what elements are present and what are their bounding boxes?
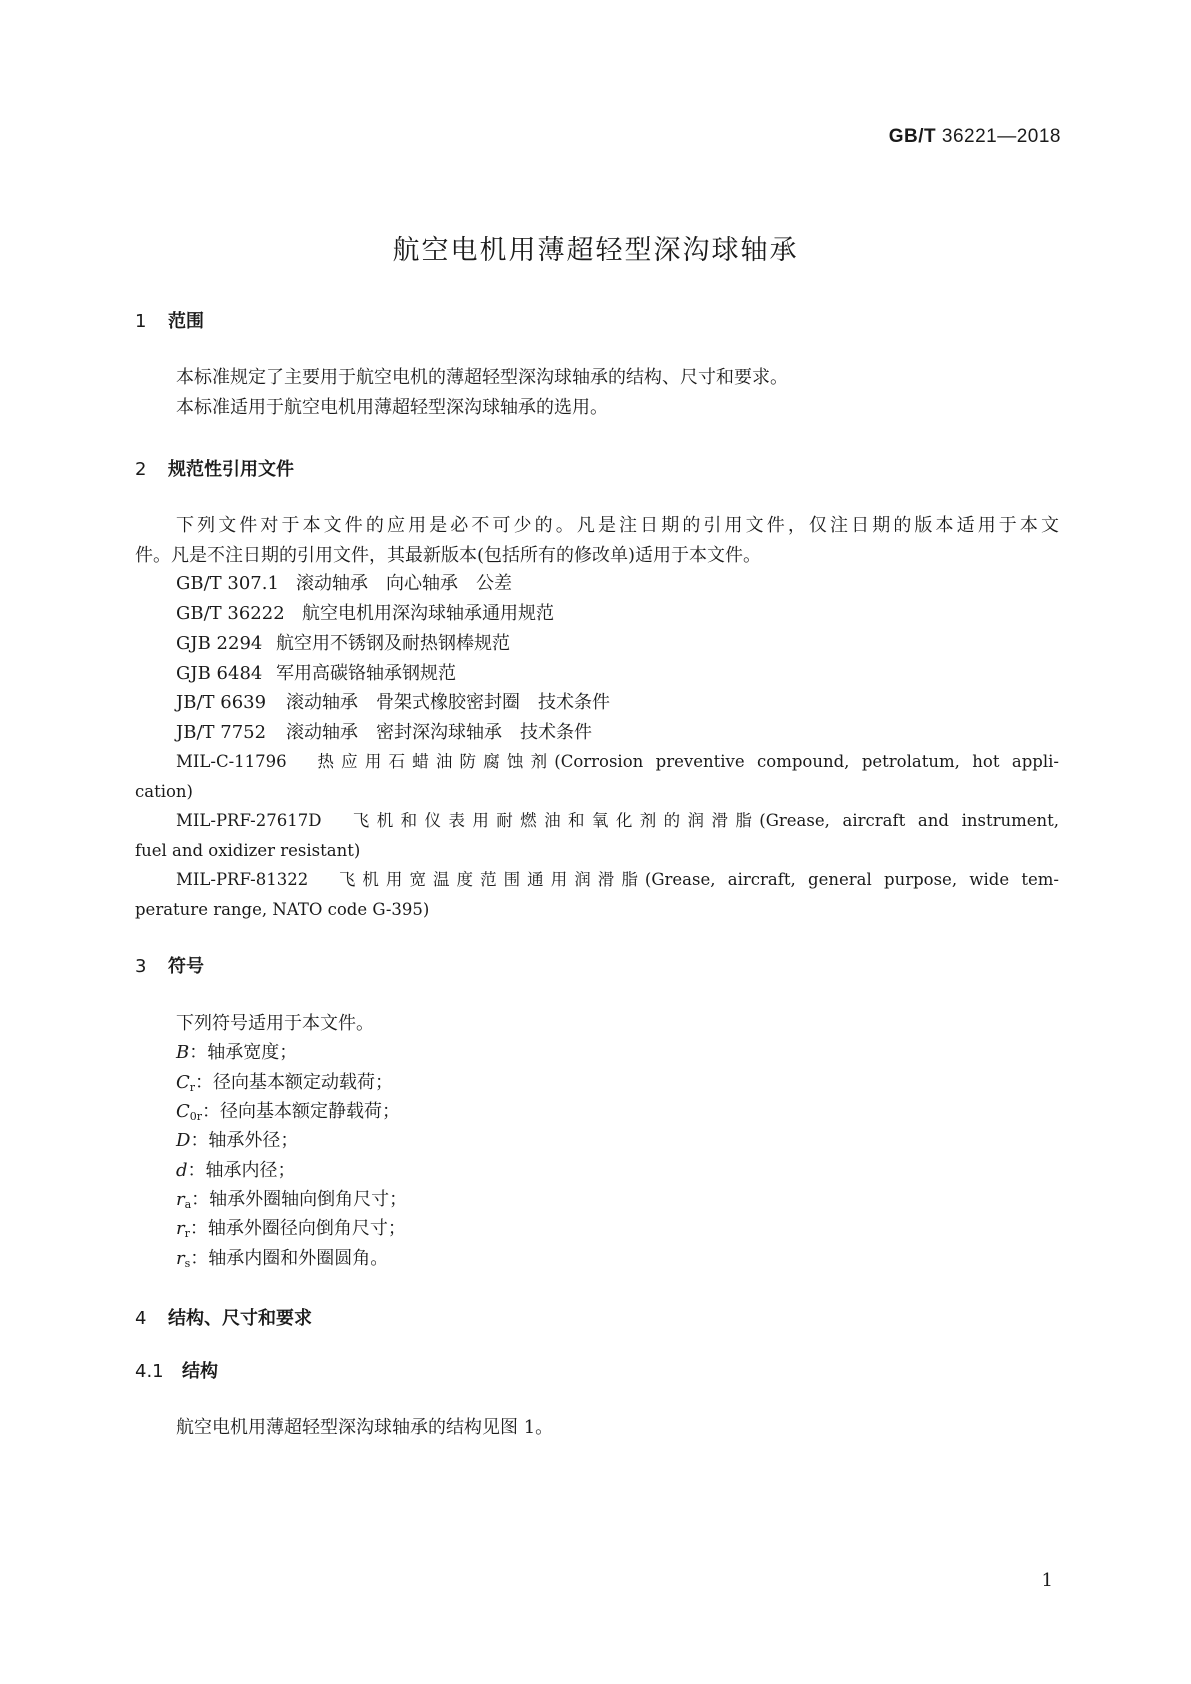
reference-code: GB/T 36222 bbox=[176, 603, 285, 624]
reference-item bbox=[176, 687, 610, 718]
paragraph-line: 件。凡是不注日期的引用文件，其最新版本(包括所有的修改单)适用于本文件。 bbox=[135, 545, 762, 566]
reference-mil-line: MIL-PRF-27617D 飞机和仪表用耐燃油和氧化剂的润滑脂(Grease, aircraft and instrument, bbox=[176, 811, 1059, 830]
symbol-subscript: r bbox=[184, 1227, 190, 1240]
section-title: 结构 bbox=[182, 1361, 218, 1382]
section-number: 4 bbox=[135, 1308, 147, 1329]
symbol-item bbox=[176, 1037, 297, 1068]
standard-prefix: GB/T bbox=[888, 126, 937, 147]
reference-item bbox=[176, 717, 592, 748]
section-2-heading bbox=[135, 455, 294, 481]
reference-mil-line: MIL-PRF-81322 飞机用宽温度范围通用润滑脂(Grease, aircraft, general purpose, wide tem- bbox=[176, 870, 1059, 889]
standard-year: 36221—2018 bbox=[941, 126, 1061, 147]
paragraph: 本标准规定了主要用于航空电机的薄超轻型深沟球轴承的结构、尺寸和要求。 bbox=[176, 367, 788, 388]
reference-title: 航空用不锈钢及耐热钢棒规范 bbox=[276, 633, 510, 654]
symbol: r bbox=[176, 1218, 185, 1239]
symbol-description: ：轴承外圈径向倒角尺寸； bbox=[189, 1218, 406, 1239]
symbol-description: ：轴承内径； bbox=[187, 1160, 296, 1181]
section-3-heading bbox=[135, 952, 204, 978]
section-title: 范围 bbox=[168, 311, 204, 332]
symbol-subscript: s bbox=[184, 1257, 191, 1270]
symbol: d bbox=[176, 1160, 188, 1181]
paragraph-line: 下列文件对于本文件的应用是必不可少的。凡是注日期的引用文件，仅注日期的版本适用于本文 bbox=[176, 515, 1059, 536]
symbol-subscript: a bbox=[184, 1198, 192, 1211]
symbol: C bbox=[176, 1072, 190, 1093]
reference-title: 滚动轴承 密封深沟球轴承 技术条件 bbox=[286, 722, 592, 743]
reference-code: GJB 6484 bbox=[176, 663, 263, 684]
section-title: 规范性引用文件 bbox=[168, 459, 294, 480]
symbol: r bbox=[176, 1189, 185, 1210]
page-number: 1 bbox=[1041, 1570, 1053, 1591]
reference-item bbox=[176, 568, 512, 599]
standard-number bbox=[889, 126, 1061, 148]
section-title: 符号 bbox=[168, 956, 204, 977]
section-number: 2 bbox=[135, 459, 147, 480]
reference-mil-line: fuel and oxidizer resistant) bbox=[135, 841, 361, 860]
symbol-subscript: r bbox=[189, 1081, 196, 1094]
section-title: 结构、尺寸和要求 bbox=[168, 1308, 312, 1329]
reference-title: 航空电机用深沟球轴承通用规范 bbox=[302, 603, 554, 624]
symbol-description: ：轴承内圈和外圈圆角。 bbox=[190, 1248, 389, 1269]
section-4-1-heading bbox=[135, 1357, 218, 1383]
reference-title: 滚动轴承 向心轴承 公差 bbox=[296, 573, 512, 594]
reference-mil-line: MIL-C-11796 热应用石蜡油防腐蚀剂(Corrosion preventive compound, petrolatum, hot appli- bbox=[176, 752, 1059, 771]
reference-item bbox=[176, 628, 510, 659]
reference-title: 军用高碳铬轴承钢规范 bbox=[276, 663, 456, 684]
section-4-heading bbox=[135, 1304, 312, 1330]
symbol-subscript: 0r bbox=[189, 1110, 203, 1123]
reference-title: 滚动轴承 骨架式橡胶密封圈 技术条件 bbox=[286, 692, 610, 713]
symbol-description: ：径向基本额定动载荷； bbox=[195, 1072, 394, 1093]
symbol-description: ：径向基本额定静载荷； bbox=[202, 1101, 401, 1122]
reference-code: JB/T 6639 bbox=[176, 692, 267, 713]
reference-mil-line: perature range, NATO code G-395) bbox=[135, 900, 430, 919]
symbol-description: ：轴承外径； bbox=[190, 1130, 299, 1151]
reference-code: JB/T 7752 bbox=[176, 722, 267, 743]
section-1-heading bbox=[135, 307, 204, 333]
symbol: D bbox=[176, 1130, 191, 1151]
symbol-item bbox=[176, 1155, 296, 1186]
reference-code: GB/T 307.1 bbox=[176, 573, 279, 594]
paragraph: 下列符号适用于本文件。 bbox=[176, 1013, 374, 1034]
symbol: C bbox=[176, 1101, 190, 1122]
reference-code: GJB 2294 bbox=[176, 633, 263, 654]
paragraph: 本标准适用于航空电机用薄超轻型深沟球轴承的选用。 bbox=[176, 397, 608, 418]
symbol-description: ：轴承宽度； bbox=[189, 1042, 298, 1063]
reference-item bbox=[176, 658, 456, 689]
section-number: 4.1 bbox=[135, 1361, 164, 1382]
reference-mil-line: cation) bbox=[135, 782, 193, 801]
symbol-item bbox=[176, 1243, 388, 1279]
symbol: B bbox=[176, 1042, 190, 1063]
paragraph: 航空电机用薄超轻型深沟球轴承的结构见图 1。 bbox=[176, 1417, 554, 1438]
document-title: 航空电机用薄超轻型深沟球轴承 bbox=[392, 235, 799, 266]
symbol: r bbox=[176, 1248, 185, 1269]
section-number: 3 bbox=[135, 956, 147, 977]
symbol-item bbox=[176, 1125, 298, 1156]
reference-item bbox=[176, 598, 554, 629]
section-number: 1 bbox=[135, 311, 147, 332]
symbol-description: ：轴承外圈轴向倒角尺寸； bbox=[191, 1189, 408, 1210]
